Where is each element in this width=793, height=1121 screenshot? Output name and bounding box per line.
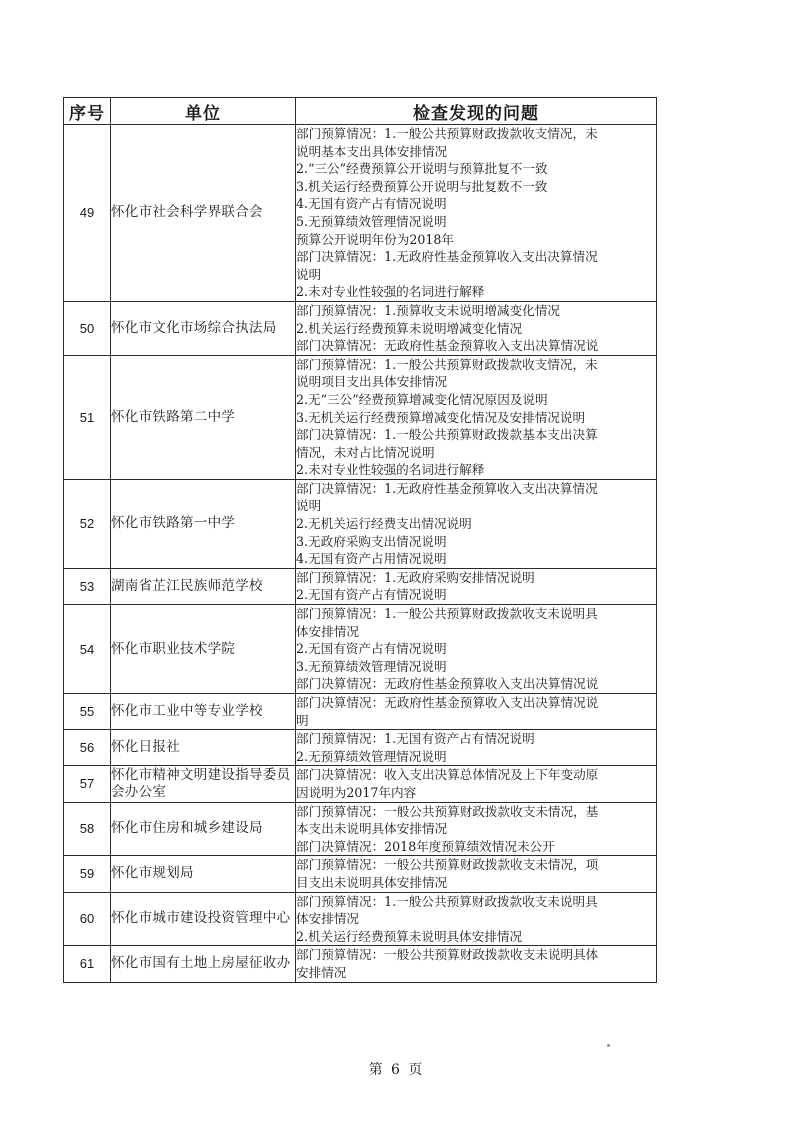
unit-name: 怀化市铁路第一中学 [111, 479, 296, 568]
problem-list [296, 946, 657, 982]
table-row [64, 125, 657, 302]
row-number: 52 [64, 479, 111, 568]
problem-line: 2.无机关运行经费支出情况说明 [296, 516, 472, 532]
row-number: 58 [64, 802, 111, 856]
row-number: 56 [64, 730, 111, 766]
problem-line: 部门决算情况：1.一般公共预算财政拨款基本支出决算 [296, 427, 598, 443]
problem-line: 部门预算情况：一般公共预算财政拨款收支未说明具体 [296, 947, 599, 963]
row-number: 54 [64, 605, 111, 694]
scan-speck [607, 1044, 610, 1047]
problem-line: 部门预算情况：1.无政府采购安排情况说明 [296, 569, 535, 585]
table-row [64, 766, 657, 802]
row-number: 59 [64, 856, 111, 892]
problem-line: 部门预算情况：一般公共预算财政拨款收支未情况，项 [296, 857, 599, 873]
unit-name: 怀化市职业技术学院 [111, 605, 296, 694]
unit-name: 怀化市精神文明建设指导委员会办公室 [111, 766, 296, 802]
problem-list [296, 802, 657, 856]
problem-line: 4.无国有资产占用情况说明 [296, 551, 447, 567]
problem-line: 部门预算情况：1.一般公共预算财政拨款收支未说明具 [296, 893, 598, 909]
problem-line: 部门预算情况：一般公共预算财政拨款收支未情况，基 [296, 803, 599, 819]
problem-line: 2.未对专业性较强的名词进行解释 [296, 284, 485, 300]
problem-line: 2.未对专业性较强的名词进行解释 [296, 462, 485, 478]
unit-name: 湖南省芷江民族师范学校 [111, 568, 296, 604]
unit-name: 怀化市住房和城乡建设局 [111, 802, 296, 856]
problem-line: 体安排情况 [296, 623, 359, 639]
problem-line: 2.无“三公”经费预算增减变化情况原因及说明 [296, 391, 548, 407]
table-body [64, 125, 657, 983]
row-number: 51 [64, 355, 111, 479]
problem-line: 3.无政府采购支出情况说明 [296, 533, 447, 549]
table-row [64, 946, 657, 982]
problem-line: 2.无预算绩效管理情况说明 [296, 748, 447, 764]
problem-line: 目支出未说明具体安排情况 [296, 874, 448, 890]
problem-list [296, 730, 657, 766]
problem-line: 2.机关运行经费预算未说明具体安排情况 [296, 928, 523, 944]
table-row [64, 355, 657, 479]
row-number: 50 [64, 301, 111, 355]
problem-line: 情况，未对占比情况说明 [296, 444, 435, 460]
problem-line: 部门决算情况：无政府性基金预算收入支出决算情况说 [296, 338, 599, 354]
header-problems: 检查发现的问题 [296, 98, 657, 125]
row-number: 49 [64, 125, 111, 302]
problem-list [296, 568, 657, 604]
problem-line: 2.无国有资产占有情况说明 [296, 587, 447, 603]
problem-list [296, 856, 657, 892]
table-row [64, 694, 657, 730]
problem-line: 3.无预算绩效管理情况说明 [296, 658, 447, 674]
problem-line: 部门决算情况：1.无政府性基金预算收入支出决算情况 [296, 480, 598, 496]
header-no: 序号 [64, 98, 111, 125]
problem-line: 说明项目支出具体安排情况 [296, 374, 448, 390]
problem-line: 明 [296, 712, 309, 728]
problem-line: 安排情况 [296, 964, 347, 980]
problem-line: 2.机关运行经费预算未说明增减变化情况 [296, 320, 523, 336]
problem-line: 部门决算情况：无政府性基金预算收入支出决算情况说 [296, 676, 599, 692]
problem-line: 5.无预算绩效管理情况说明 [296, 213, 447, 229]
problem-line: 体安排情况 [296, 911, 359, 927]
table-row [64, 479, 657, 568]
problem-list [296, 301, 657, 355]
problem-line: 部门预算情况：1.一般公共预算财政拨款收支情况，未 [296, 126, 598, 141]
unit-name: 怀化市文化市场综合执法局 [111, 301, 296, 355]
unit-name: 怀化日报社 [111, 730, 296, 766]
problem-list [296, 766, 657, 802]
problem-line: 2.“三公”经费预算公开说明与预算批复不一致 [296, 161, 548, 177]
problem-list [296, 694, 657, 730]
problem-line: 部门决算情况：2018年度预算绩效情况未公开 [296, 838, 555, 854]
header-unit: 单位 [111, 98, 296, 125]
unit-name: 怀化市国有土地上房屋征收办 [111, 946, 296, 982]
table-row [64, 892, 657, 946]
problem-list [296, 605, 657, 694]
problem-list [296, 892, 657, 946]
problem-line: 本支出未说明具体安排情况 [296, 821, 448, 837]
problem-line: 因说明为2017年内容 [296, 784, 417, 800]
row-number: 55 [64, 694, 111, 730]
table-header-row [64, 98, 657, 125]
problem-line: 2.无国有资产占有情况说明 [296, 641, 447, 657]
table-row [64, 301, 657, 355]
table-row [64, 856, 657, 892]
problem-list [296, 479, 657, 568]
problem-line: 部门决算情况：收入支出决算总体情况及上下年变动原 [296, 767, 599, 783]
problem-line: 预算公开说明年份为2018年 [296, 231, 454, 247]
unit-name: 怀化市工业中等专业学校 [111, 694, 296, 730]
row-number: 60 [64, 892, 111, 946]
problem-line: 部门预算情况：1.无国有资产占有情况说明 [296, 731, 535, 747]
table-row [64, 605, 657, 694]
problem-line: 说明基本支出具体安排情况 [296, 143, 448, 159]
problem-line: 说明 [296, 266, 322, 282]
row-number: 61 [64, 946, 111, 982]
problem-list [296, 125, 657, 302]
issues-table [63, 97, 657, 983]
row-number: 57 [64, 766, 111, 802]
problem-line: 3.机关运行经费预算公开说明与批复数不一致 [296, 178, 548, 194]
table-row [64, 802, 657, 856]
table-row [64, 730, 657, 766]
problem-line: 部门决算情况：1.无政府性基金预算收入支出决算情况 [296, 249, 598, 265]
problem-list [296, 355, 657, 479]
page-number: 第 6 页 [368, 1062, 425, 1078]
problem-line: 部门预算情况：1.一般公共预算财政拨款收支未说明具 [296, 606, 598, 622]
problem-line: 部门决算情况：无政府性基金预算收入支出决算情况说 [296, 695, 599, 710]
problem-line: 说明 [296, 498, 322, 514]
problem-line: 3.无机关运行经费预算增减变化情况及安排情况说明 [296, 409, 586, 425]
problem-line: 部门预算情况：1.一般公共预算财政拨款收支情况，未 [296, 356, 598, 372]
unit-name: 怀化市社会科学界联合会 [111, 125, 296, 302]
problem-line: 部门预算情况：1.预算收支未说明增减变化情况 [296, 302, 560, 318]
unit-name: 怀化市铁路第二中学 [111, 355, 296, 479]
row-number: 53 [64, 568, 111, 604]
table-row [64, 568, 657, 604]
unit-name: 怀化市城市建设投资管理中心 [111, 892, 296, 946]
unit-name: 怀化市规划局 [111, 856, 296, 892]
problem-line: 4.无国有资产占有情况说明 [296, 196, 447, 212]
